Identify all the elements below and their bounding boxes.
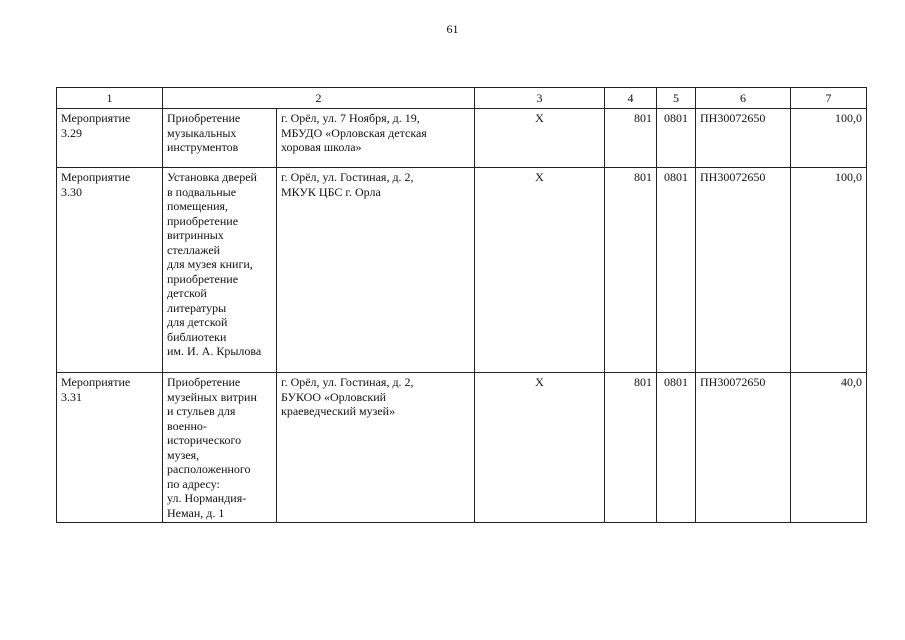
col6-cell: ПН30072650 [696,373,791,523]
description-cell: Приобретение музейных витрин и стульев для военно- исторического музея, расположенного по адресу: ул. Нормандия- Неман, д. 1 [163,373,277,523]
col3-cell: Х [475,373,605,523]
header-cell-7: 7 [791,88,867,109]
table-row [57,109,867,168]
header-cell-6: 6 [696,88,791,109]
page-number: 61 [446,22,459,36]
header-cell-3: 3 [475,88,605,109]
table-header-row [57,88,867,109]
table-row [57,168,867,373]
col6-cell: ПН30072650 [696,109,791,168]
event-cell: Мероприятие 3.29 [57,109,163,168]
header-cell-2: 2 [163,88,475,109]
col3-cell: Х [475,168,605,373]
address-cell: г. Орёл, ул. 7 Ноября, д. 19, МБУДО «Орловская детская хоровая школа» [277,109,475,168]
description-cell: Установка дверей в подвальные помещения, приобретение витринных стеллажей для музея книги, приобретение детской литературы для детской библиотеки им. И. А. Крылова [163,168,277,373]
col3-cell: Х [475,109,605,168]
budget-table [56,87,867,523]
col4-cell: 801 [605,373,657,523]
address-cell: г. Орёл, ул. Гостиная, д. 2, МКУК ЦБС г. Орла [277,168,475,373]
col7-cell: 100,0 [791,168,867,373]
event-cell: Мероприятие 3.30 [57,168,163,373]
col5-cell: 0801 [657,373,696,523]
address-cell: г. Орёл, ул. Гостиная, д. 2, БУКОО «Орловский краеведческий музей» [277,373,475,523]
header-cell-4: 4 [605,88,657,109]
header-cell-1: 1 [57,88,163,109]
col4-cell: 801 [605,109,657,168]
event-cell: Мероприятие 3.31 [57,373,163,523]
table-row [57,373,867,523]
col5-cell: 0801 [657,168,696,373]
description-cell: Приобретение музыкальных инструментов [163,109,277,168]
col7-cell: 40,0 [791,373,867,523]
col7-cell: 100,0 [791,109,867,168]
col6-cell: ПН30072650 [696,168,791,373]
col5-cell: 0801 [657,109,696,168]
header-cell-5: 5 [657,88,696,109]
col4-cell: 801 [605,168,657,373]
